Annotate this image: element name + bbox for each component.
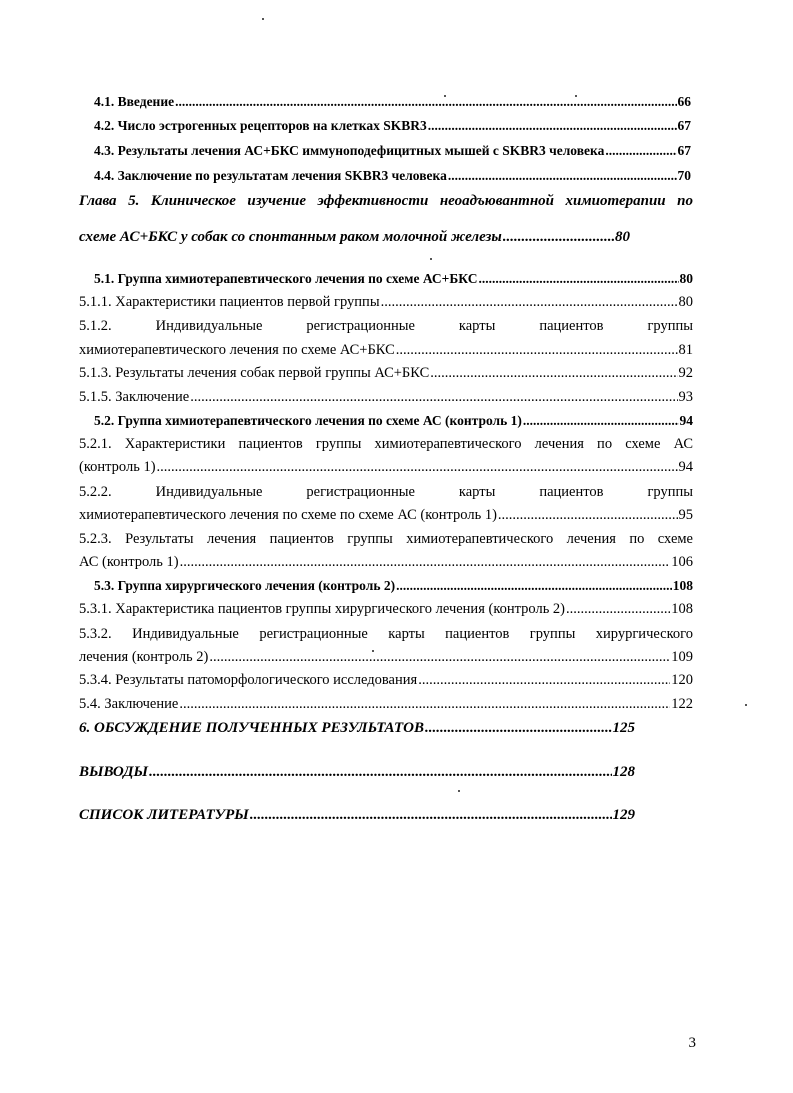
toc-leader [418,672,670,689]
toc-page: 80 [679,271,693,286]
toc-page: 129 [612,807,635,823]
toc-entry-5-1-2-line1[interactable]: 5.1.2. Индивидуальные регистрационные карты пациентов группы [79,318,693,334]
toc-entry-4-4[interactable] [94,168,691,184]
toc-leader [448,168,677,184]
toc-leader [428,118,677,134]
toc-entry-5-2[interactable] [94,413,693,429]
toc-title: 5.4. Заключение [79,696,179,712]
toc-leader [498,507,678,524]
toc-title: 5.3. Группа хирургического лечения (контроль 2) [94,578,396,593]
toc-page: 80 [615,229,630,245]
toc-title: химиотерапевтического лечения по схеме по схеме АС (контроль 1) [79,507,497,523]
toc-entry-5-1-3[interactable] [79,365,693,382]
toc-entry-5-2-3-line1[interactable]: 5.2.3. Результаты лечения пациентов группы химиотерапевтического лечения по схеме [79,531,693,547]
toc-leader [209,649,670,666]
toc-references[interactable] [79,807,635,824]
toc-page: 106 [671,554,693,570]
toc-page: 108 [671,601,693,617]
toc-entry-5-1-2-line2[interactable] [79,342,693,359]
toc-title: (контроль 1) [79,459,156,475]
toc-chapter-6[interactable] [79,720,635,737]
toc-page: 108 [672,578,693,593]
toc-leader [175,94,676,110]
toc-page: 80 [678,294,693,310]
toc-entry-5-1-1[interactable] [79,294,693,311]
toc-page: 109 [671,649,693,665]
toc-page: 67 [677,143,691,158]
toc-leader [180,554,671,571]
toc-entry-5-3-2-line2[interactable] [79,649,693,666]
toc-leader [523,413,679,429]
toc-leader [425,720,612,737]
toc-page: 125 [612,720,635,736]
toc-chapter-5-line2[interactable] [79,229,630,246]
toc-entry-5-2-1-line2[interactable] [79,459,693,476]
toc-entry-5-3-1[interactable] [79,601,693,618]
toc-entry-5-2-2-line2[interactable] [79,507,693,524]
toc-entry-5-4[interactable] [79,696,693,713]
toc-entry-5-2-2-line1[interactable]: 5.2.2. Индивидуальные регистрационные карты пациентов группы [79,484,693,500]
toc-leader [430,365,677,382]
scan-speck [262,18,264,20]
toc-page: 66 [677,94,691,109]
toc-page: 120 [671,672,693,688]
toc-title: 4.2. Число эстрогенных рецепторов на клетках SKBR3 [94,118,427,133]
toc-page: 92 [678,365,693,381]
toc-leader [157,459,678,476]
toc-entry-5-3-4[interactable] [79,672,693,689]
toc-title: 5.1. Группа химиотерапевтического лечения по схеме АС+БКС [94,271,478,286]
toc-leader [381,294,678,311]
scan-speck [745,704,747,706]
toc-leader [503,229,614,246]
toc-leader [179,696,670,713]
toc-entry-4-2[interactable] [94,118,691,134]
page-number: 3 [688,1035,696,1051]
toc-page: 128 [612,764,635,780]
toc-entry-4-3[interactable] [94,143,691,159]
toc-entry-5-2-3-line2[interactable] [79,554,693,571]
toc-leader [605,143,676,159]
toc-title: 4.1. Введение [94,94,175,109]
toc-title: АС (контроль 1) [79,554,179,570]
toc-title: ВЫВОДЫ [79,764,149,780]
toc-entry-5-1-5[interactable] [79,389,693,406]
toc-page: 67 [677,118,691,133]
toc-page: 70 [677,168,691,183]
toc-title: 5.2. Группа химиотерапевтического лечения по схеме АС (контроль 1) [94,413,522,428]
toc-title: лечения (контроль 2) [79,649,209,665]
toc-title: 4.4. Заключение по результатам лечения SKBR3 человека [94,168,447,183]
toc-title: 5.3.4. Результаты патоморфологического исследования [79,672,418,688]
toc-title: химиотерапевтического лечения по схеме АС+БКС [79,342,395,358]
toc-title: 6. ОБСУЖДЕНИЕ ПОЛУЧЕННЫХ РЕЗУЛЬТАТОВ [79,720,424,736]
toc-title: 5.1.3. Результаты лечения собак первой группы АС+БКС [79,365,430,381]
toc-title: СПИСОК ЛИТЕРАТУРЫ [79,807,249,823]
toc-title: 5.1.1. Характеристики пациентов первой группы [79,294,380,310]
toc-conclusions[interactable] [79,764,635,781]
toc-entry-5-1[interactable] [94,271,693,287]
toc-leader [478,271,678,287]
toc-title: 4.3. Результаты лечения АС+БКС иммуноподефицитных мышей с SKBR3 человека [94,143,605,158]
toc-chapter-5-line1[interactable]: Глава 5. Клиническое изучение эффективности неоадъювантной химиотерапии по [79,193,693,209]
toc-entry-4-1[interactable] [94,94,691,110]
toc-entry-5-3[interactable] [94,578,693,594]
toc-page: 94 [678,459,693,475]
toc-entry-5-3-2-line1[interactable]: 5.3.2. Индивидуальные регистрационные карты пациентов группы хирургического [79,626,693,642]
toc-leader [149,764,611,781]
toc-title: схеме АС+БКС у собак со спонтанным раком молочной железы [79,229,502,245]
toc-title: 5.3.1. Характеристика пациентов группы хирургического лечения (контроль 2) [79,601,566,617]
toc-leader [190,389,677,406]
toc-page: 81 [678,342,693,358]
toc-page: 122 [671,696,693,712]
toc-page: 95 [678,507,693,523]
toc-entry-5-2-1-line1[interactable]: 5.2.1. Характеристики пациентов группы химиотерапевтического лечения по схеме АС [79,436,693,452]
toc-leader [250,807,612,824]
scan-speck [458,790,460,792]
toc-leader [396,342,678,359]
toc-title: 5.1.5. Заключение [79,389,190,405]
scan-speck [430,258,432,260]
toc-page: 93 [678,389,693,405]
toc-leader [396,578,672,594]
toc-page: 94 [679,413,693,428]
toc-leader [566,601,670,618]
